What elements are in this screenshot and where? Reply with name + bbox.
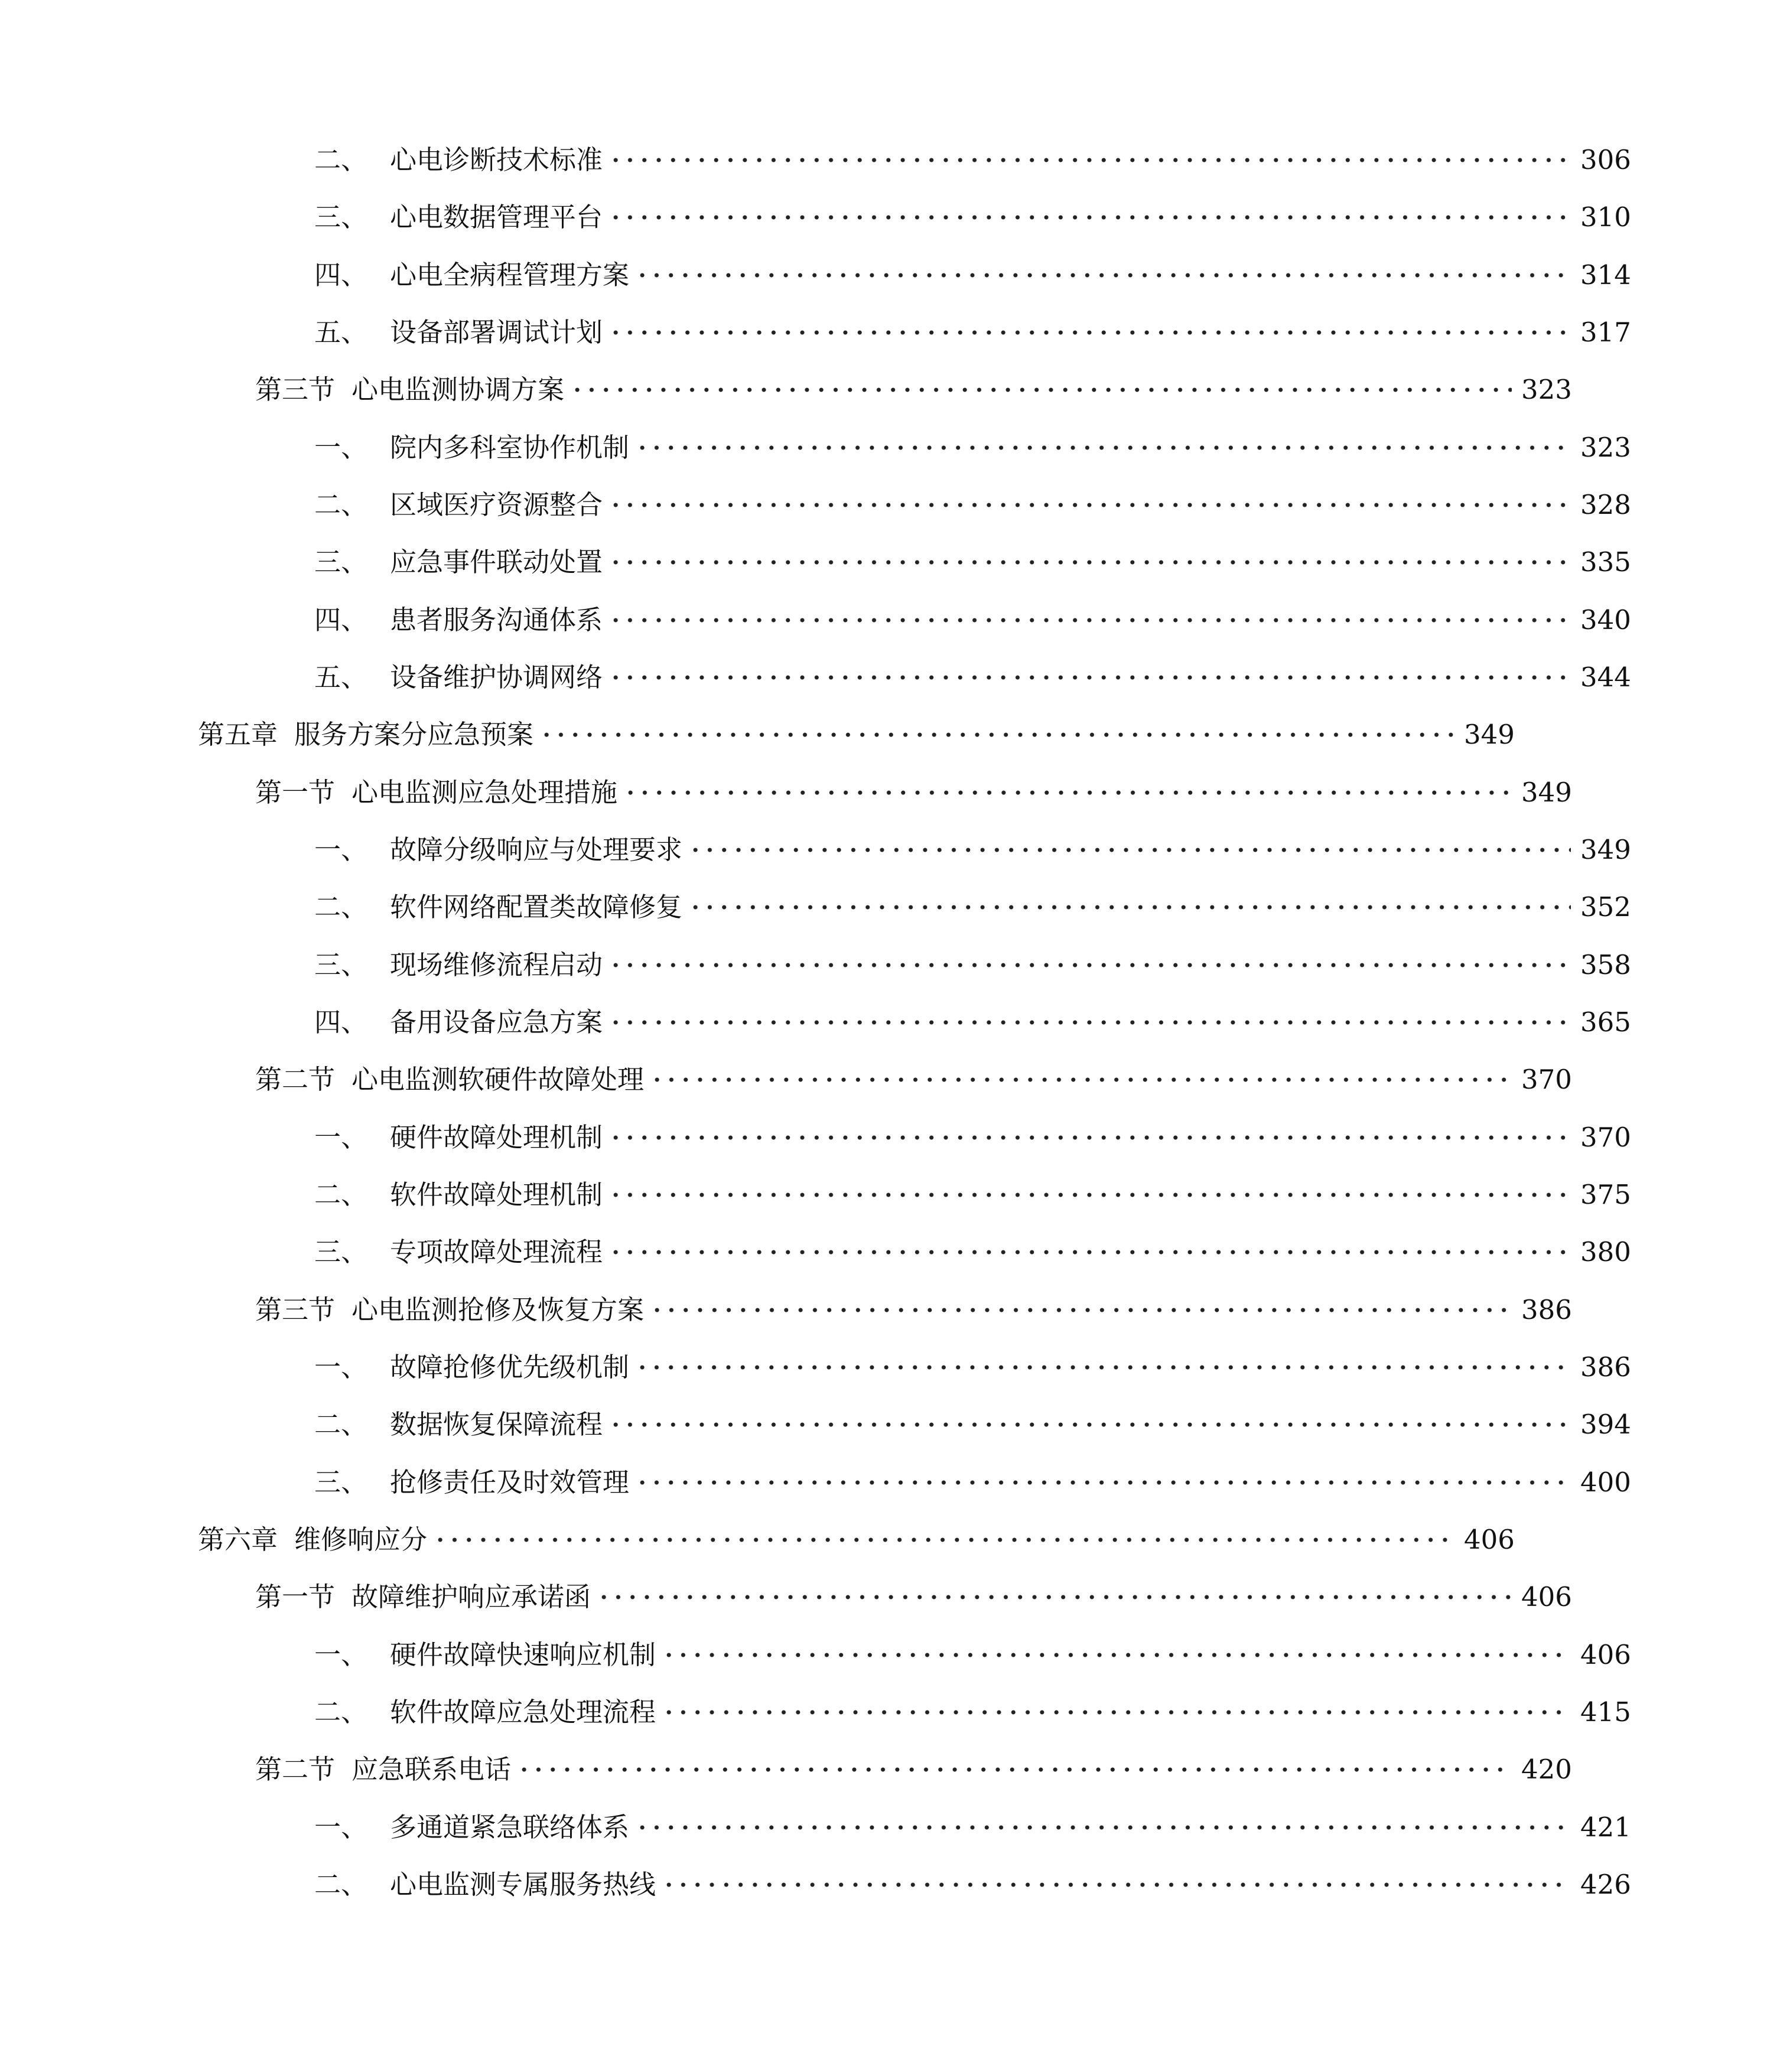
- toc-entry-page-number: 400: [1580, 1467, 1631, 1498]
- toc-entry[interactable]: [0, 714, 1664, 755]
- toc-entry-number: 三、: [314, 1236, 368, 1268]
- toc-entry-title: 心电监测软硬件故障处理: [352, 1064, 645, 1095]
- dot-leader: [608, 944, 1571, 986]
- toc-entry-title: 抢修责任及时效管理: [390, 1467, 630, 1498]
- dot-leader: [608, 139, 1571, 181]
- toc-entry[interactable]: [0, 1864, 1780, 1905]
- toc-entry-number: 一、: [314, 1351, 368, 1383]
- toc-entry-title: 服务方案分应急预案: [294, 719, 534, 750]
- toc-entry-number: 二、: [314, 891, 368, 923]
- toc-entry-number: 第二节: [255, 1754, 336, 1785]
- toc-entry-number: 一、: [314, 1812, 368, 1843]
- toc-entry[interactable]: [0, 1232, 1780, 1273]
- toc-entry-title: 维修响应分: [294, 1524, 428, 1555]
- toc-entry-page-number: 426: [1580, 1869, 1631, 1900]
- toc-entry-title: 应急联系电话: [352, 1754, 512, 1785]
- dot-leader: [650, 1059, 1512, 1100]
- toc-entry-title: 软件故障处理机制: [390, 1179, 603, 1210]
- toc-entry-page-number: 352: [1580, 891, 1631, 923]
- toc-entry-page-number: 415: [1580, 1696, 1631, 1728]
- toc-entry[interactable]: [0, 1347, 1780, 1388]
- toc-entry-number: 第三节: [255, 1294, 336, 1325]
- toc-entry-page-number: 421: [1580, 1812, 1631, 1843]
- toc-entry-number: 三、: [314, 546, 368, 578]
- dot-leader: [608, 1174, 1571, 1216]
- dot-leader: [608, 600, 1571, 641]
- toc-entry-title: 院内多科室协作机制: [390, 432, 630, 463]
- toc-entry-title: 数据恢复保障流程: [390, 1409, 603, 1440]
- toc-entry-page-number: 328: [1580, 489, 1631, 520]
- dot-leader: [608, 1232, 1571, 1273]
- toc-entry-title: 备用设备应急方案: [390, 1006, 603, 1038]
- toc-entry-number: 四、: [314, 259, 368, 291]
- toc-entry-number: 第一节: [255, 1581, 336, 1612]
- toc-entry-number: 三、: [314, 1467, 368, 1498]
- toc-entry-page-number: 306: [1580, 144, 1631, 175]
- toc-entry[interactable]: [0, 829, 1780, 871]
- toc-entry-number: 三、: [314, 201, 368, 233]
- toc-entry-number: 四、: [314, 604, 368, 636]
- toc-entry-page-number: 394: [1580, 1409, 1631, 1440]
- toc-entry-title: 硬件故障快速响应机制: [390, 1639, 656, 1670]
- dot-leader: [570, 369, 1512, 411]
- toc-entry-title: 故障抢修优先级机制: [390, 1351, 630, 1383]
- toc-entry-page-number: 310: [1580, 201, 1631, 233]
- toc-entry-page-number: 386: [1580, 1351, 1631, 1383]
- toc-entry-title: 心电监测协调方案: [352, 374, 565, 405]
- toc-entry[interactable]: [0, 1749, 1721, 1790]
- toc-entry[interactable]: [0, 887, 1780, 928]
- toc-entry-page-number: 314: [1580, 259, 1631, 291]
- toc-entry-title: 软件网络配置类故障修复: [390, 891, 683, 923]
- toc-entry[interactable]: [0, 1692, 1780, 1733]
- toc-entry[interactable]: [0, 1807, 1780, 1848]
- toc-entry-page-number: 420: [1521, 1754, 1572, 1785]
- toc-entry-number: 第二节: [255, 1064, 336, 1095]
- toc-entry-number: 二、: [314, 1409, 368, 1440]
- toc-entry-title: 心电监测抢修及恢复方案: [352, 1294, 645, 1325]
- toc-entry-title: 心电数据管理平台: [390, 201, 603, 233]
- toc-entry[interactable]: [0, 1117, 1780, 1158]
- toc-entry-title: 设备部署调试计划: [390, 317, 603, 348]
- dot-leader: [597, 1576, 1512, 1618]
- dot-leader: [608, 1002, 1571, 1043]
- toc-entry-number: 第三节: [255, 374, 336, 405]
- toc-entry-page-number: 323: [1580, 432, 1631, 463]
- toc-entry[interactable]: [0, 1404, 1780, 1445]
- toc-entry-page-number: 335: [1580, 546, 1631, 578]
- toc-entry-title: 心电诊断技术标准: [390, 144, 603, 175]
- toc-entry-page-number: 344: [1580, 662, 1631, 693]
- dot-leader: [608, 1117, 1571, 1158]
- toc-entry-number: 四、: [314, 1006, 368, 1038]
- toc-entry-title: 故障维护响应承诺函: [352, 1581, 591, 1612]
- toc-entry-page-number: 370: [1580, 1122, 1631, 1153]
- toc-entry[interactable]: [0, 1634, 1780, 1676]
- toc-entry-page-number: 349: [1464, 719, 1515, 750]
- toc-entry-title: 心电监测专属服务热线: [390, 1869, 656, 1900]
- toc-entry[interactable]: [0, 197, 1780, 238]
- toc-entry-page-number: 349: [1580, 834, 1631, 865]
- toc-entry-number: 一、: [314, 1122, 368, 1153]
- toc-entry-number: 第六章: [198, 1524, 278, 1555]
- toc-entry[interactable]: [0, 139, 1780, 181]
- toc-entry[interactable]: [0, 772, 1721, 813]
- toc-entry-page-number: 370: [1521, 1064, 1572, 1095]
- toc-entry-title: 区域医疗资源整合: [390, 489, 603, 520]
- toc-entry[interactable]: [0, 427, 1780, 468]
- dot-leader: [608, 1404, 1571, 1445]
- toc-entry-title: 心电监测应急处理措施: [352, 777, 618, 808]
- dot-leader: [608, 542, 1571, 583]
- dot-leader: [650, 1289, 1512, 1331]
- toc-entry[interactable]: [0, 944, 1780, 986]
- dot-leader: [662, 1634, 1571, 1676]
- dot-leader: [635, 427, 1571, 468]
- toc-entry[interactable]: [0, 312, 1780, 353]
- toc-entry-page-number: 380: [1580, 1236, 1631, 1268]
- toc-entry-title: 专项故障处理流程: [390, 1236, 603, 1268]
- toc-entry-page-number: 406: [1464, 1524, 1515, 1555]
- toc-entry-page-number: 386: [1521, 1294, 1572, 1325]
- toc-entry[interactable]: [0, 1002, 1780, 1043]
- toc-entry-number: 二、: [314, 1869, 368, 1900]
- dot-leader: [662, 1864, 1571, 1905]
- toc-entry[interactable]: [0, 1462, 1780, 1503]
- dot-leader: [517, 1749, 1512, 1790]
- toc-entry-page-number: 375: [1580, 1179, 1631, 1210]
- toc-entry-page-number: 317: [1580, 317, 1631, 348]
- toc-entry[interactable]: [0, 657, 1780, 698]
- toc-entry-page-number: 406: [1580, 1639, 1631, 1670]
- toc-entry-number: 五、: [314, 317, 368, 348]
- dot-leader: [539, 714, 1454, 755]
- toc-entry[interactable]: [0, 1059, 1721, 1100]
- toc-entry[interactable]: [0, 1289, 1721, 1331]
- toc-entry[interactable]: [0, 255, 1780, 296]
- toc-entry[interactable]: [0, 484, 1780, 526]
- dot-leader: [662, 1692, 1571, 1733]
- toc-entry[interactable]: [0, 369, 1721, 411]
- dot-leader: [635, 1462, 1571, 1503]
- toc-entry-number: 三、: [314, 949, 368, 980]
- toc-entry-number: 二、: [314, 1696, 368, 1728]
- toc-entry-title: 应急事件联动处置: [390, 546, 603, 578]
- toc-entry-number: 二、: [314, 1179, 368, 1210]
- toc-entry-title: 现场维修流程启动: [390, 949, 603, 980]
- toc-entry-title: 患者服务沟通体系: [390, 604, 603, 636]
- toc-entry-page-number: 349: [1521, 777, 1572, 808]
- toc-entry-number: 一、: [314, 1639, 368, 1670]
- toc-entry-page-number: 406: [1521, 1581, 1572, 1612]
- toc-entry-number: 二、: [314, 144, 368, 175]
- toc-entry-title: 硬件故障处理机制: [390, 1122, 603, 1153]
- toc-entry[interactable]: [0, 1174, 1780, 1216]
- toc-entry-title: 软件故障应急处理流程: [390, 1696, 656, 1728]
- toc-entry[interactable]: [0, 1576, 1721, 1618]
- toc-entry-number: 二、: [314, 489, 368, 520]
- toc-entry-number: 一、: [314, 834, 368, 865]
- dot-leader: [608, 484, 1571, 526]
- toc-entry[interactable]: [0, 600, 1780, 641]
- toc-entry-number: 五、: [314, 662, 368, 693]
- toc-entry-title: 多通道紧急联络体系: [390, 1812, 630, 1843]
- toc-entry-number: 第五章: [198, 719, 278, 750]
- dot-leader: [608, 197, 1571, 238]
- dot-leader: [635, 1347, 1571, 1388]
- toc-entry-number: 一、: [314, 432, 368, 463]
- toc-entry-title: 故障分级响应与处理要求: [390, 834, 683, 865]
- dot-leader: [623, 772, 1512, 813]
- toc-entry-number: 第一节: [255, 777, 336, 808]
- toc-entry-page-number: 340: [1580, 604, 1631, 636]
- toc-entry-page-number: 365: [1580, 1006, 1631, 1038]
- dot-leader: [608, 657, 1571, 698]
- toc-entry-title: 心电全病程管理方案: [390, 259, 630, 291]
- toc-entry[interactable]: [0, 1519, 1664, 1560]
- toc-entry[interactable]: [0, 542, 1780, 583]
- toc-entry-title: 设备维护协调网络: [390, 662, 603, 693]
- dot-leader: [433, 1519, 1454, 1560]
- toc-entry-page-number: 358: [1580, 949, 1631, 980]
- dot-leader: [688, 887, 1571, 928]
- toc-entry-page-number: 323: [1521, 374, 1572, 405]
- dot-leader: [608, 312, 1571, 353]
- dot-leader: [635, 1807, 1571, 1848]
- dot-leader: [635, 255, 1571, 296]
- dot-leader: [688, 829, 1571, 871]
